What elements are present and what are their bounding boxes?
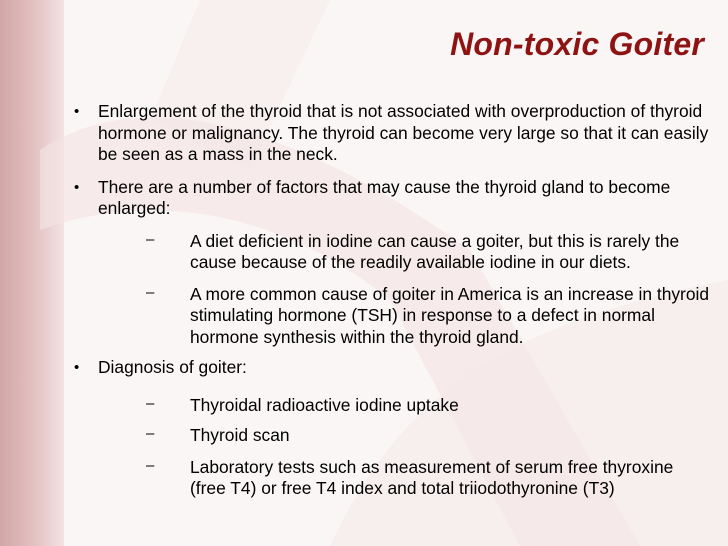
dash-marker: – [146,394,155,412]
slide-title: Non-toxic Goiter [450,26,704,62]
sub-bullet-text: A more common cause of goiter in America is an increase in thyroid stimulating hormone (TSH) in response to a defect in normal hormone synthesis within the thyroid gland. [190,283,710,347]
dash-marker: – [146,230,155,248]
sub-bullet-item [146,394,712,417]
bullet-item [72,177,712,220]
sub-bullet-item [146,425,712,447]
bullet-text: There are a number of factors that may cause the thyroid gland to become enlarged: [98,176,671,218]
sub-bullet-text: A diet deficient in iodine can cause a goiter, but this is rarely the cause because of the readily available iodine in our diets. [190,230,680,272]
bullet-list [72,101,712,500]
bullet-text: Enlargement of the thyroid that is not associated with overproduction of thyroid hormone or malignancy. The thyroid can become very large so that it can easily be seen as a mass in the neck. [98,101,709,164]
sub-bullet-text: Thyroidal radioactive iodine uptake [190,394,459,415]
sub-bullet-text: Laboratory tests such as measurement of serum free thyroxine (free T4) or free T4 index and total triiodothyronine (T3) [190,456,674,498]
bullet-item [72,101,712,166]
bullet-text: Diagnosis of goiter: [98,357,247,377]
sub-bullet-text: Thyroid scan [190,425,290,445]
dash-marker: – [146,425,155,442]
sub-bullet-item [146,230,712,274]
sub-bullet-item [146,283,712,349]
dash-marker: – [146,283,155,301]
bullet-item [72,357,712,379]
sub-bullet-item [146,456,712,500]
dash-marker: – [146,456,155,474]
bullet-marker: • [74,178,80,196]
bullet-marker: • [74,103,80,120]
bullet-marker: • [74,359,80,376]
